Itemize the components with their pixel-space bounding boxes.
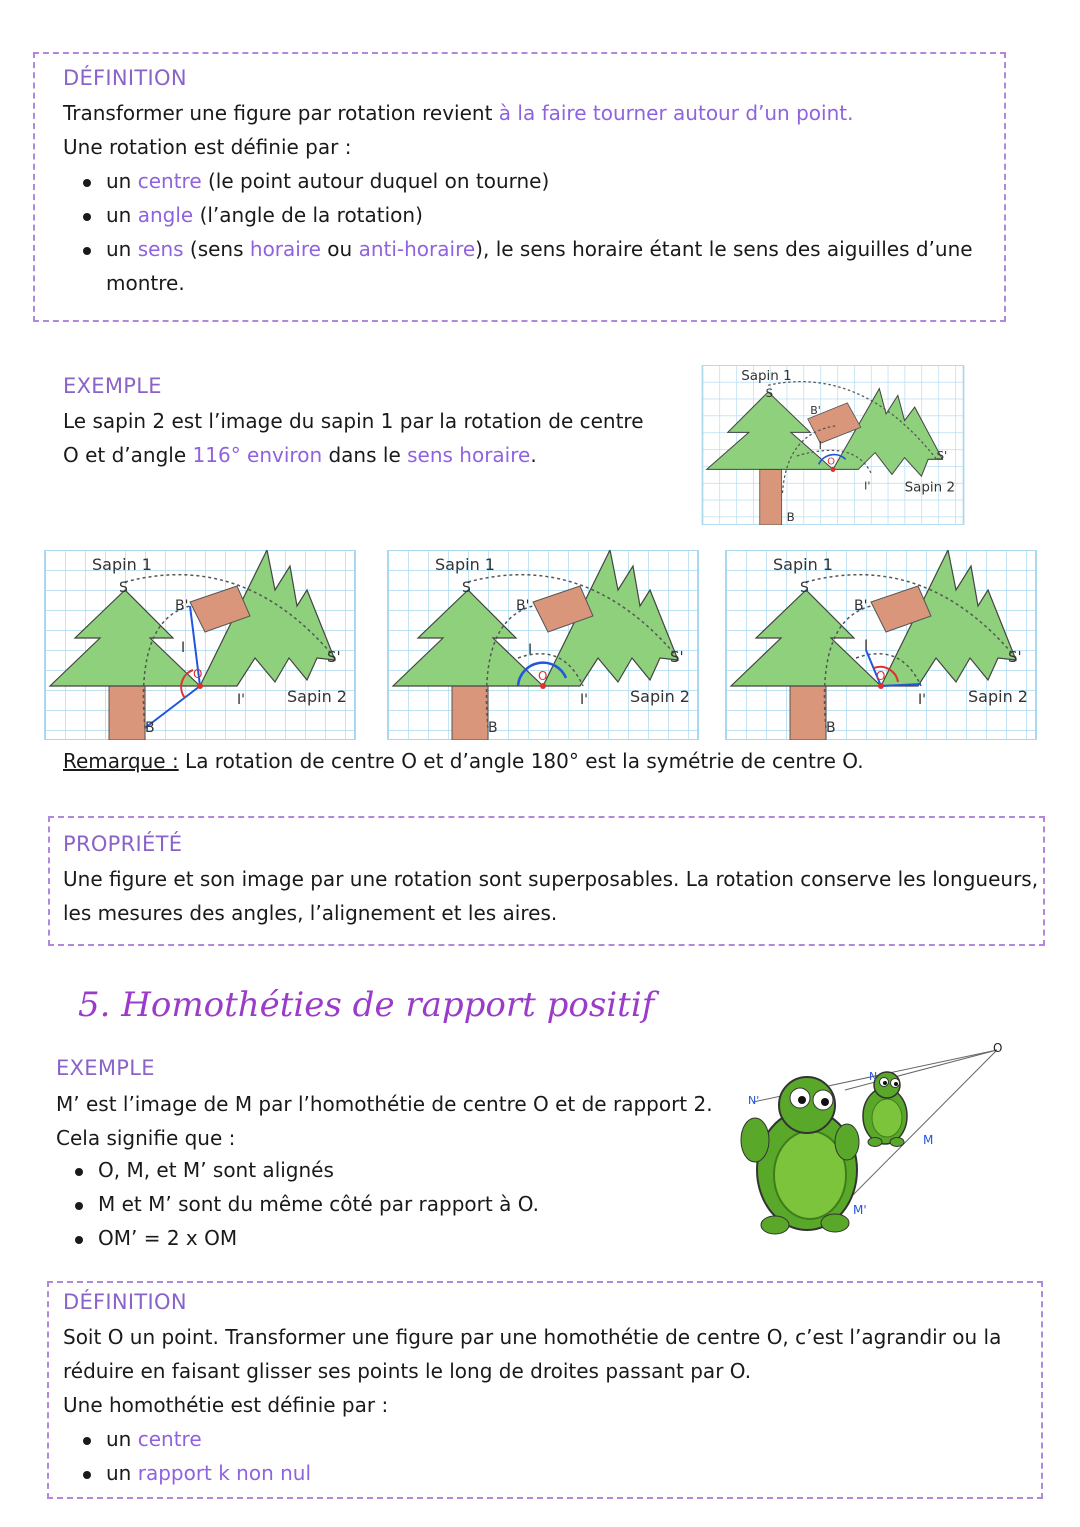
label-B: B bbox=[826, 720, 836, 736]
example2-line-2: Cela signifie que : bbox=[56, 1126, 236, 1150]
example2-bullet-1: O, M, et M’ sont alignés bbox=[98, 1158, 334, 1182]
label-B: B bbox=[145, 720, 155, 736]
label-B-prime: B' bbox=[175, 598, 189, 614]
definition-bullet-sens-cont: montre. bbox=[106, 271, 185, 295]
rotation-figure-step-3 bbox=[725, 550, 1037, 740]
example-heading: EXEMPLE bbox=[63, 374, 162, 398]
label-S-prime: S' bbox=[936, 448, 948, 463]
label-S: S bbox=[765, 386, 774, 400]
label-M: M bbox=[923, 1133, 934, 1147]
label-S-prime: S' bbox=[1008, 648, 1022, 666]
bullet-dot bbox=[75, 1236, 83, 1244]
label-I-prime: I' bbox=[864, 479, 871, 493]
definition2-line-2: réduire en faisant glisser ses points le long de droites passant par O. bbox=[63, 1359, 752, 1383]
homothety-figure bbox=[735, 1030, 1025, 1235]
definition2-bullet-centre: un centre bbox=[106, 1427, 202, 1451]
example2-line-1: M’ est l’image de M par l’homothétie de centre O et de rapport 2. bbox=[56, 1092, 713, 1116]
definition2-heading: DÉFINITION bbox=[63, 1290, 187, 1314]
label-S: S bbox=[462, 580, 471, 596]
label-I-prime: I' bbox=[237, 692, 245, 708]
example2-bullet-3: OM’ = 2 x OM bbox=[98, 1226, 238, 1250]
center-O bbox=[540, 683, 546, 689]
section-title: 5. Homothéties de rapport positif bbox=[78, 985, 655, 1025]
label-B: B bbox=[488, 720, 498, 736]
bullet-dot bbox=[83, 213, 91, 221]
example2-bullet-2: M et M’ sont du même côté par rapport à O. bbox=[98, 1192, 539, 1216]
definition2-line-3: Une homothétie est définie par : bbox=[63, 1393, 389, 1417]
label-B-prime: B' bbox=[810, 403, 821, 417]
rotation-figure-step-1 bbox=[44, 550, 356, 740]
bullet-dot bbox=[83, 247, 91, 255]
remark-line: Remarque : La rotation de centre O et d’angle 180° est la symétrie de centre O. bbox=[63, 749, 864, 773]
label-B-prime: B' bbox=[516, 598, 530, 614]
label-I: I bbox=[181, 640, 186, 656]
label-N-prime: N' bbox=[748, 1094, 760, 1107]
definition-bullet-angle: un angle (l’angle de la rotation) bbox=[106, 203, 423, 227]
property-line-2: les mesures des angles, l’alignement et les aires. bbox=[63, 901, 558, 925]
bullet-dot bbox=[75, 1202, 83, 1210]
center-O bbox=[197, 683, 203, 689]
label-sapin1: Sapin 1 bbox=[741, 368, 792, 385]
label-M-prime: M' bbox=[853, 1203, 867, 1217]
label-sapin1: Sapin 1 bbox=[773, 555, 833, 574]
bullet-dot bbox=[83, 1437, 91, 1445]
center-O bbox=[878, 683, 884, 689]
rotation-figure-step-2 bbox=[387, 550, 699, 740]
property-line-1: Une figure et son image par une rotation sont superposables. La rotation conserve les longueurs, bbox=[63, 867, 1039, 891]
label-S-prime: S' bbox=[327, 648, 341, 666]
label-I-prime: I' bbox=[918, 692, 926, 708]
label-B-prime: B' bbox=[854, 598, 868, 614]
label-B: B bbox=[786, 509, 795, 524]
label-I-prime: I' bbox=[580, 692, 588, 708]
bullet-dot bbox=[83, 1471, 91, 1479]
label-sapin2: Sapin 2 bbox=[630, 687, 690, 706]
bullet-dot bbox=[75, 1168, 83, 1176]
label-O: O bbox=[193, 667, 203, 681]
label-I: I bbox=[864, 638, 869, 654]
trunk-1 bbox=[760, 469, 782, 525]
example-line-1: Le sapin 2 est l’image du sapin 1 par la rotation de centre bbox=[63, 409, 644, 433]
label-I: I bbox=[818, 439, 822, 453]
bullet-dot bbox=[83, 179, 91, 187]
label-sapin1: Sapin 1 bbox=[92, 555, 152, 574]
label-S: S bbox=[119, 580, 128, 596]
definition-line-1: Transformer une figure par rotation revient à la faire tourner autour d’un point. bbox=[63, 101, 854, 125]
definition2-line-1: Soit O un point. Transformer une figure par une homothétie de centre O, c’est l’agrandir ou la bbox=[63, 1325, 1002, 1349]
rotation-figure-main bbox=[700, 365, 966, 525]
label-O: O bbox=[876, 669, 886, 683]
remark-label: Remarque : bbox=[63, 749, 179, 773]
trunk-1 bbox=[109, 686, 145, 740]
label-sapin2: Sapin 2 bbox=[904, 479, 956, 496]
label-N: N bbox=[869, 1070, 878, 1083]
label-I: I bbox=[528, 642, 533, 658]
label-sapin2: Sapin 2 bbox=[287, 687, 347, 706]
label-sapin2: Sapin 2 bbox=[968, 687, 1028, 706]
definition-heading: DÉFINITION bbox=[63, 66, 187, 90]
definition-bullet-sens: un sens (sens horaire ou anti-horaire), le sens horaire étant le sens des aiguilles d’une bbox=[106, 237, 973, 261]
label-O: O bbox=[827, 456, 836, 468]
label-O: O bbox=[538, 669, 548, 683]
label-sapin1: Sapin 1 bbox=[435, 555, 495, 574]
example-line-2: O et d’angle 116° environ dans le sens horaire. bbox=[63, 443, 537, 467]
property-heading: PROPRIÉTÉ bbox=[63, 832, 183, 856]
label-O: O bbox=[993, 1041, 1003, 1055]
line-ON bbox=[845, 1050, 997, 1090]
example-heading-2: EXEMPLE bbox=[56, 1056, 155, 1080]
label-S-prime: S' bbox=[670, 648, 684, 666]
definition-line-2: Une rotation est définie par : bbox=[63, 135, 352, 159]
center-O bbox=[830, 467, 835, 472]
definition2-bullet-rapport: un rapport k non nul bbox=[106, 1461, 312, 1485]
trunk-1 bbox=[452, 686, 488, 740]
trunk-1 bbox=[790, 686, 826, 740]
definition-bullet-centre: un centre (le point autour duquel on tourne) bbox=[106, 169, 550, 193]
label-S: S bbox=[800, 580, 809, 596]
